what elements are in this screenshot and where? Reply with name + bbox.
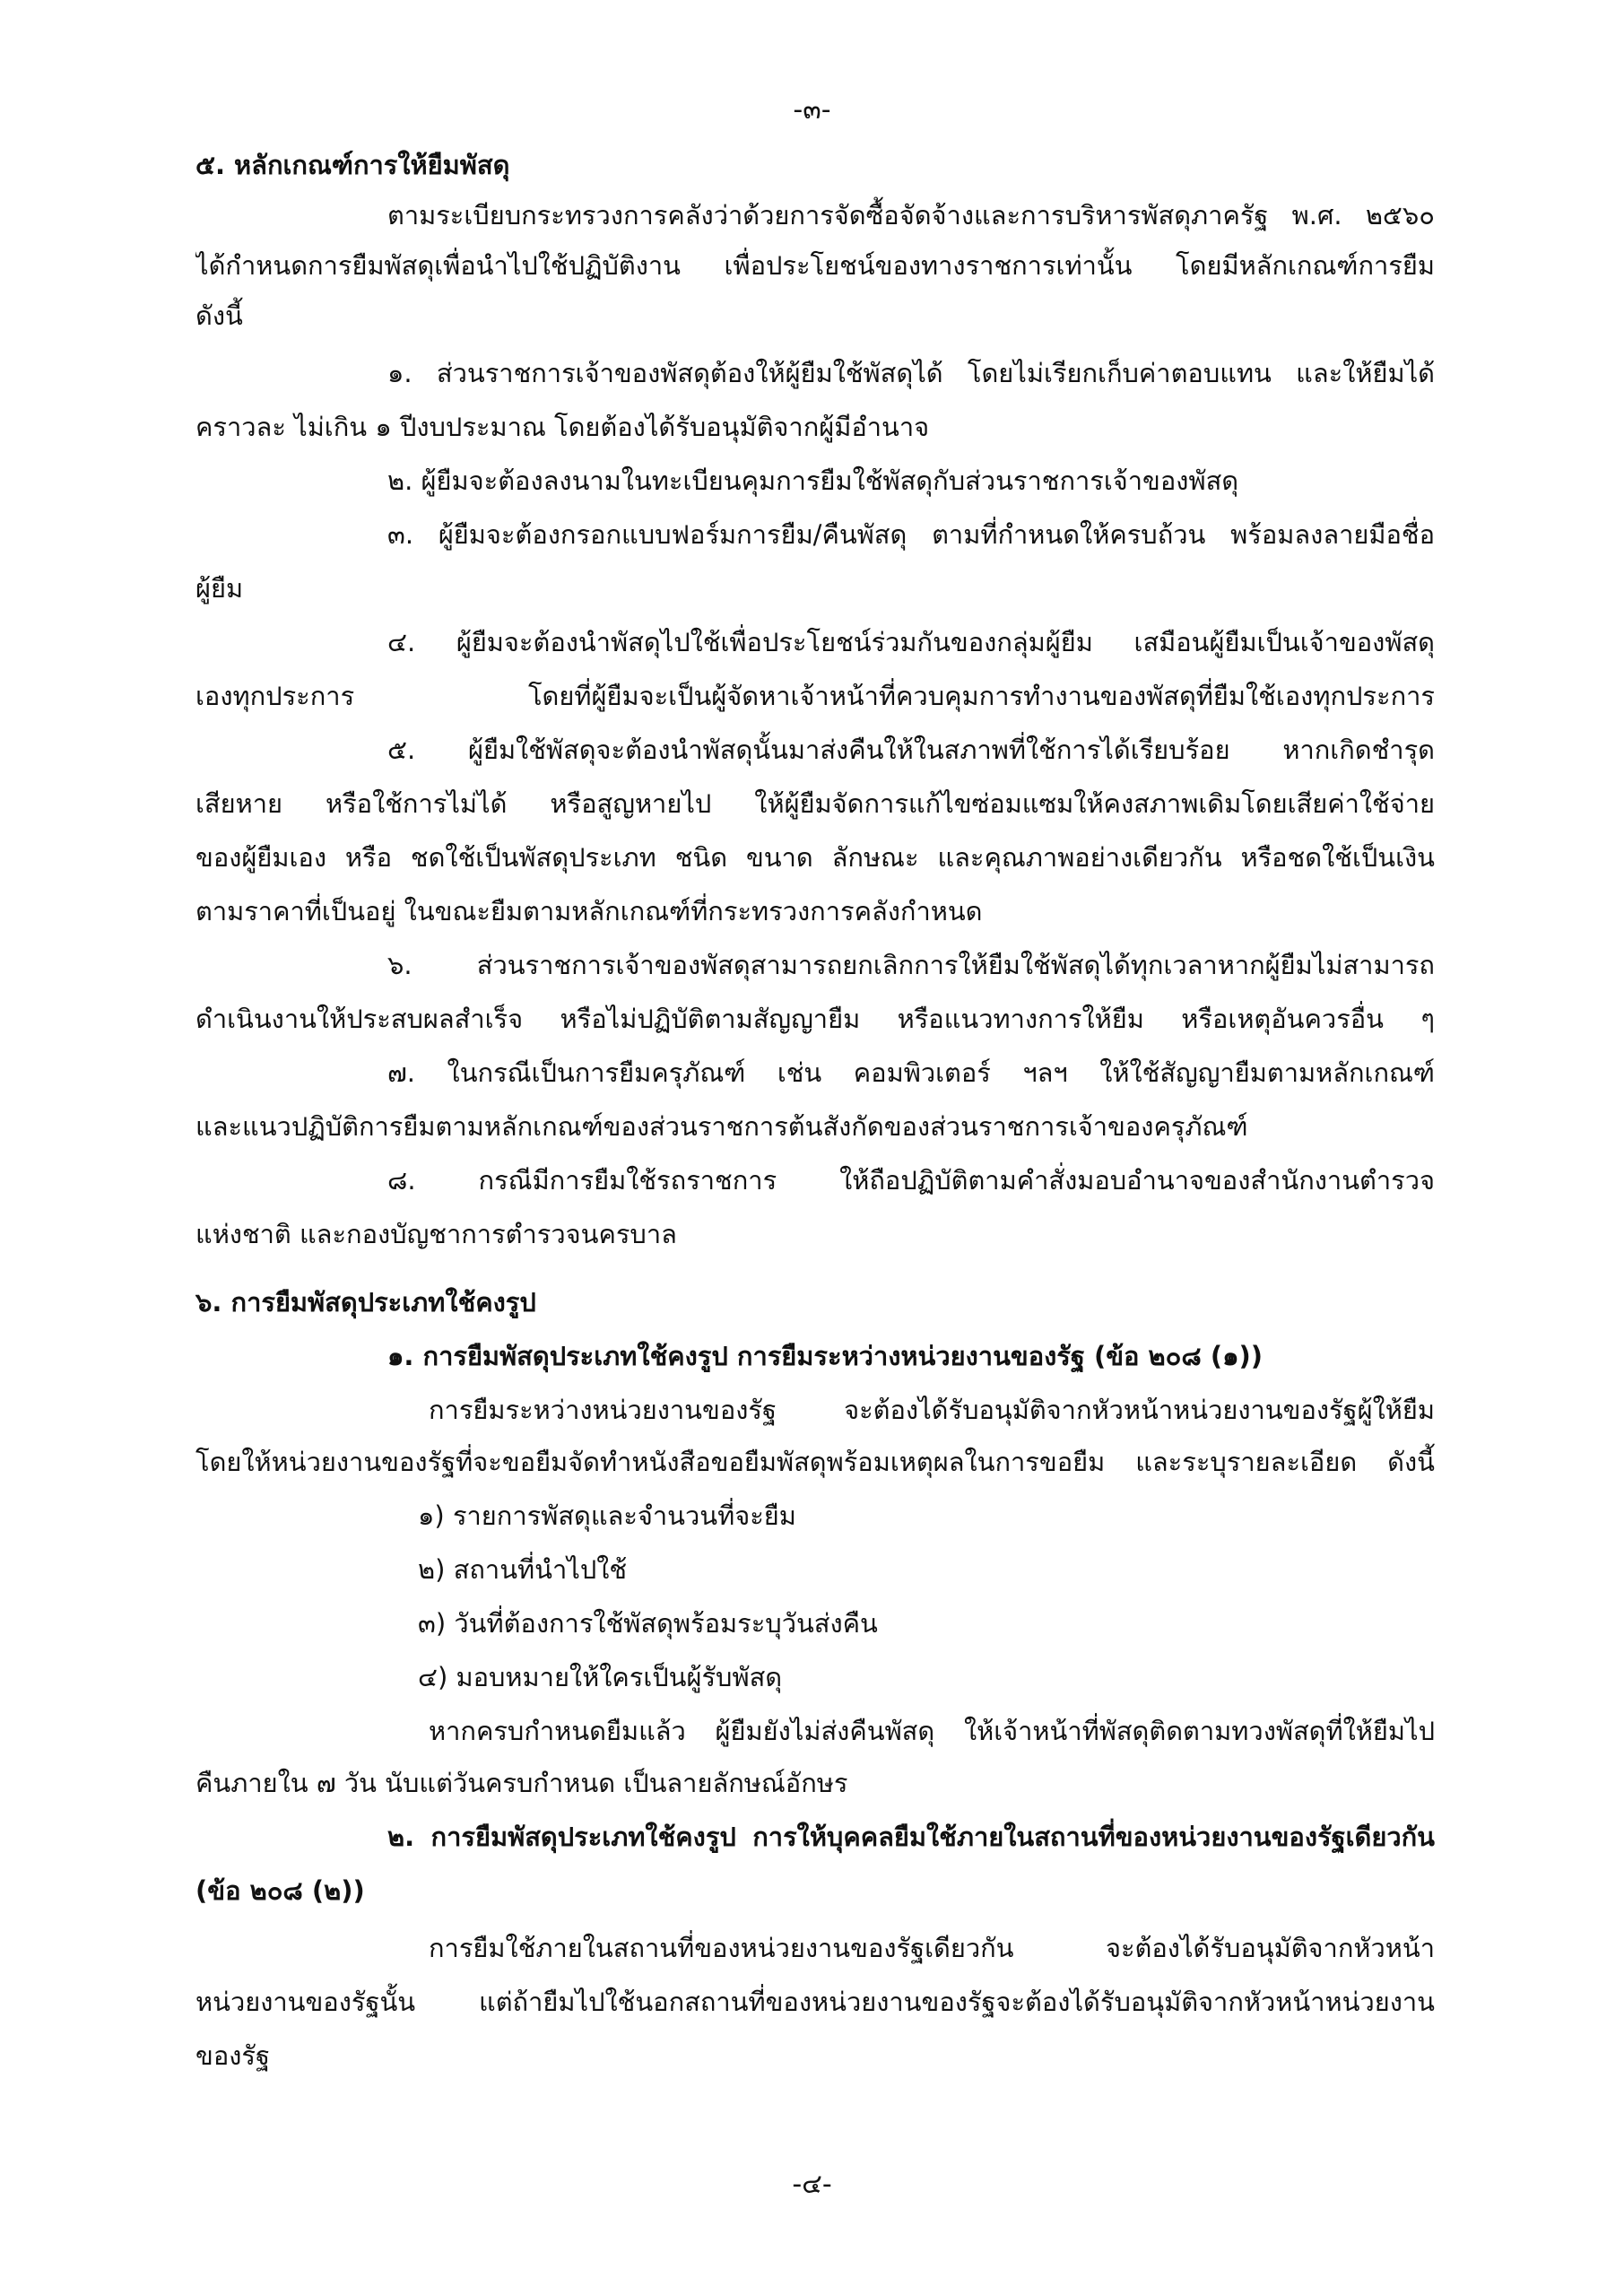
rule-6-line: ๖. ส่วนราชการเจ้าของพัสดุสามารถยกเลิกการให้ยืมใช้พัสดุได้ทุกเวลาหากผู้ยืมไม่สามารถ — [387, 950, 1435, 980]
rule-2-line: ๒. ผู้ยืมจะต้องลงนามในทะเบียนคุมการยืมใช้พัสดุกับส่วนราชการเจ้าของพัสดุ — [387, 465, 1239, 496]
section5-intro-line: ดังนี้ — [195, 300, 243, 331]
rule-5-line: ตามราคาที่เป็นอยู่ ในขณะยืมตามหลักเกณฑ์ที่กระทรวงการคลังกำหนด — [195, 896, 983, 926]
requirement-item: ๑) รายการพัสดุและจำนวนที่จะยืม — [418, 1500, 796, 1531]
rule-5-line: ของผู้ยืมเอง หรือ ชดใช้เป็นพัสดุประเภท ชนิด ขนาด ลักษณะ และคุณภาพอย่างเดียวกัน หรือชดใช้เป็นเงิน — [195, 842, 1435, 873]
rule-7-line: ๗. ในกรณีเป็นการยืมครุภัณฑ์ เช่น คอมพิวเตอร์ ฯลฯ ให้ใช้สัญญายืมตามหลักเกณฑ์ — [387, 1057, 1435, 1088]
requirement-item: ๔) มอบหมายให้ใครเป็นผู้รับพัสดุ — [418, 1662, 783, 1692]
rule-3-line: ผู้ยืม — [195, 573, 244, 604]
subsection2-heading-line: (ข้อ ๒๐๘ (๒)) — [195, 1875, 365, 1906]
rule-1-line: ๑. ส่วนราชการเจ้าของพัสดุต้องให้ผู้ยืมใช้พัสดุได้ โดยไม่เรียกเก็บค่าตอบแทน และให้ยืมได้ — [387, 358, 1435, 388]
section5-intro-line: ตามระเบียบกระทรวงการคลังว่าด้วยการจัดซื้อจัดจ้างและการบริหารพัสดุภาครัฐ พ.ศ. ๒๕๖๐ — [387, 200, 1435, 230]
subsection2-body-line: ของรัฐ — [195, 2040, 270, 2071]
rule-5-line: ๕. ผู้ยืมใช้พัสดุจะต้องนำพัสดุนั้นมาส่งคืนให้ในสภาพที่ใช้การได้เรียบร้อย หากเกิดชำรุด — [387, 735, 1435, 765]
rule-3-line: ๓. ผู้ยืมจะต้องกรอกแบบฟอร์มการยืม/คืนพัสดุ ตามที่กำหนดให้ครบถ้วน พร้อมลงลายมือชื่อ — [387, 519, 1435, 550]
footer-page-number: -๔- — [792, 2169, 832, 2200]
subsection1-heading: ๑. การยืมพัสดุประเภทใช้คงรูป การยืมระหว่างหน่วยงานของรัฐ (ข้อ ๒๐๘ (๑)) — [387, 1341, 1264, 1371]
section6-heading: ๖. การยืมพัสดุประเภทใช้คงรูป — [195, 1287, 536, 1318]
subsection2-heading-line: ๒. การยืมพัสดุประเภทใช้คงรูป การให้บุคคลยืมใช้ภายในสถานที่ของหน่วยงานของรัฐเดียวกัน — [387, 1822, 1435, 1852]
rule-4-line: ๔. ผู้ยืมจะต้องนำพัสดุไปใช้เพื่อประโยชน์ร่วมกันของกลุ่มผู้ยืม เสมือนผู้ยืมเป็นเจ้าของพัสดุ — [387, 627, 1435, 657]
rule-8-line: แห่งชาติ และกองบัญชาการตำรวจนครบาล — [195, 1219, 677, 1249]
section5-heading: ๕. หลักเกณฑ์การให้ยืมพัสดุ — [195, 150, 510, 180]
rule-7-line: และแนวปฏิบัติการยืมตามหลักเกณฑ์ของส่วนราชการต้นสังกัดของส่วนราชการเจ้าของครุภัณฑ์ — [195, 1111, 1248, 1142]
rule-8-line: ๘. กรณีมีการยืมใช้รถราชการ ให้ถือปฏิบัติตามคำสั่งมอบอำนาจของสำนักงานตำรวจ — [387, 1165, 1435, 1196]
rule-5-line: เสียหาย หรือใช้การไม่ได้ หรือสูญหายไป ให้ผู้ยืมจัดการแก้ไขซ่อมแซมให้คงสภาพเดิมโดยเสียค่าใช้จ่าย — [195, 788, 1435, 819]
subsection1-followup-line: หากครบกำหนดยืมแล้ว ผู้ยืมยังไม่ส่งคืนพัสดุ ให้เจ้าหน้าที่พัสดุติดตามทวงพัสดุที่ให้ยืมไป — [429, 1716, 1435, 1746]
header-page-number: -๓- — [793, 94, 831, 126]
section5-intro-line: ได้กำหนดการยืมพัสดุเพื่อนำไปใช้ปฏิบัติงาน เพื่อประโยชน์ของทางราชการเท่านั้น โดยมีหลักเกณฑ์การยืม — [195, 250, 1435, 281]
rule-1-line: คราวละ ไม่เกิน ๑ ปีงบประมาณ โดยต้องได้รับอนุมัติจากผู้มีอำนาจ — [195, 412, 930, 442]
subsection2-body-line: การยืมใช้ภายในสถานที่ของหน่วยงานของรัฐเดียวกัน จะต้องได้รับอนุมัติจากหัวหน้า — [429, 1933, 1435, 1963]
subsection1-body-line: โดยให้หน่วยงานของรัฐที่จะขอยืมจัดทำหนังสือขอยืมพัสดุพร้อมเหตุผลในการขอยืม และระบุรายละเอียด ดังนี้ — [195, 1447, 1435, 1477]
rule-4-line: เองทุกประการ โดยที่ผู้ยืมจะเป็นผู้จัดหาเจ้าหน้าที่ควบคุมการทำงานของพัสดุที่ยืมใช้เองทุกประการ — [195, 681, 1435, 711]
subsection2-body-line: หน่วยงานของรัฐนั้น แต่ถ้ายืมไปใช้นอกสถานที่ของหน่วยงานของรัฐจะต้องได้รับอนุมัติจากหัวหน้าหน่วยงาน — [195, 1987, 1435, 2017]
requirement-item: ๓) วันที่ต้องการใช้พัสดุพร้อมระบุวันส่งคืน — [418, 1608, 878, 1639]
requirement-item: ๒) สถานที่นำไปใช้ — [418, 1554, 628, 1585]
rule-6-line: ดำเนินงานให้ประสบผลสำเร็จ หรือไม่ปฏิบัติตามสัญญายืม หรือแนวทางการให้ยืม หรือเหตุอันควรอื่น ๆ — [195, 1004, 1435, 1034]
subsection1-followup-line: คืนภายใน ๗ วัน นับแต่วันครบกำหนด เป็นลายลักษณ์อักษร — [195, 1768, 848, 1798]
subsection1-body-line: การยืมระหว่างหน่วยงานของรัฐ จะต้องได้รับอนุมัติจากหัวหน้าหน่วยงานของรัฐผู้ให้ยืม — [429, 1395, 1435, 1425]
